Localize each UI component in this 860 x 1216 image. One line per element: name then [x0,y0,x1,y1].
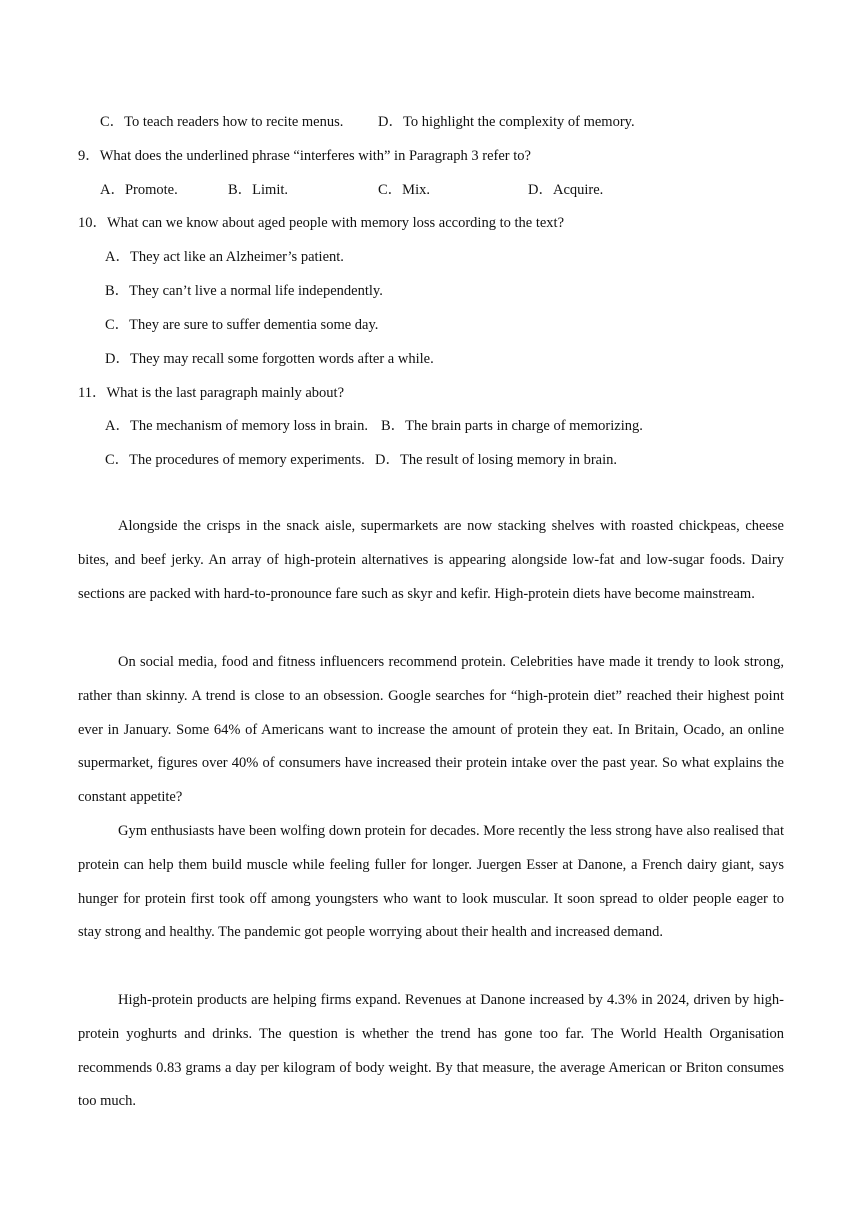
passage-paragraph-1: Alongside the crisps in the snack aisle, supermarkets are now stacking shelves with roasted chickpeas, cheese bites, and beef jerky. An array of high-protein alternatives is appearing alongside low-fat and low-sugar foods. Dairy sections are packed with hard-to-pronounce fare such as skyr and kefir. High-protein diets have become mainstream. [78,518,784,602]
q9-option-d: D．Acquire. [528,182,604,198]
q11-option-c: C．The procedures of memory experiments. [105,452,365,468]
q11-option-d: D．The result of losing memory in brain. [375,452,618,468]
q10-option-d: D．They may recall some forgotten words after a while. [105,351,434,367]
q8-option-c: C．To teach readers how to recite menus. [100,114,344,130]
q11-option-a: A．The mechanism of memory loss in brain. [105,418,368,434]
q8-option-d: D．To highlight the complexity of memory. [378,114,635,130]
q10-option-c: C．They are sure to suffer dementia some day. [105,317,379,333]
q10-option-b: B．They can’t live a normal life independently. [105,283,383,299]
q9-option-b: B．Limit. [228,182,289,198]
passage-paragraph-2: On social media, food and fitness influencers recommend protein. Celebrities have made it trendy to look strong, rather than skinny. A trend is close to an obsession. Google searches for “high-protein diet” reached their highest point ever in January. Some 64% of Americans want to increase the amount of protein they eat. In Britain, Ocado, an online supermarket, figures over 40% of consumers have increased their protein intake over the past year. So what explains the constant appetite? [78,654,784,806]
q9-stem: 9．What does the underlined phrase “interferes with” in Paragraph 3 refer to? [78,148,531,164]
passage-paragraph-4: High-protein products are helping firms expand. Revenues at Danone increased by 4.3% in 2024, driven by high-protein yoghurts and drinks. The question is whether the trend has gone too far. The World Health Organisation recommends 0.83 grams a day per kilogram of body weight. By that measure, the average American or Briton consumes too much. [78,992,784,1110]
passage-paragraph-3: Gym enthusiasts have been wolfing down protein for decades. More recently the less strong have also realised that protein can help them build muscle while feeling fuller for longer. Juergen Esser at Danone, a French dairy giant, says hunger for protein first took off among youngsters who want to look muscular. It soon spread to older people eager to stay strong and healthy. The pandemic got people worrying about their health and increased demand. [78,823,784,941]
q9-option-a: A．Promote. [100,182,178,198]
q10-option-a: A．They act like an Alzheimer’s patient. [105,249,344,265]
q10-stem: 10．What can we know about aged people with memory loss according to the text? [78,215,565,231]
q9-option-c: C．Mix. [378,182,430,198]
q11-stem: 11．What is the last paragraph mainly about? [78,385,345,401]
q11-option-b: B．The brain parts in charge of memorizing. [381,418,643,434]
